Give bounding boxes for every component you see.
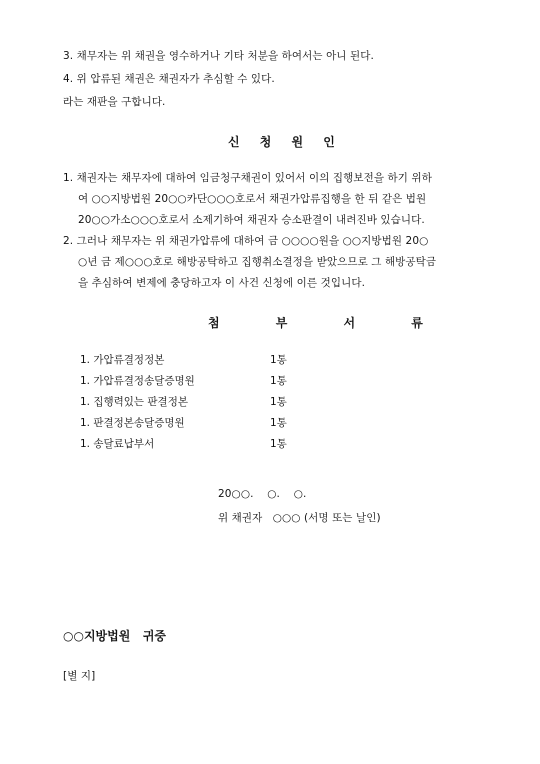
attachment-qty: 1통 bbox=[270, 396, 287, 408]
clause-3: 3. 채무자는 위 채권을 영수하거나 기타 처분을 하여서는 아니 된다. bbox=[63, 50, 374, 62]
court-addressee: ○○지방법원 귀중 bbox=[63, 629, 167, 643]
attachments-heading: 첨 부 서 류 bbox=[208, 316, 449, 330]
attachment-item: 1. 송달료납부서 bbox=[80, 438, 155, 450]
reason-line: ○년 금 제○○○호로 해방공탁하고 집행취소결정을 받았으므로 그 해방공탁금 bbox=[78, 256, 437, 268]
reason-heading: 신 청 원 인 bbox=[228, 135, 343, 149]
attachment-item: 1. 가압류결정정본 bbox=[80, 354, 165, 366]
signer-line: 위 채권자 ○○○ (서명 또는 날인) bbox=[218, 512, 381, 524]
reason-line: 20○○가소○○○호로서 소제기하여 채권자 승소판결이 내려진바 있습니다. bbox=[78, 214, 425, 226]
filing-date: 20○○. ○. ○. bbox=[218, 488, 307, 500]
reason-line: 1. 채권자는 채무자에 대하여 임금청구채권이 있어서 이의 집행보전을 하기 위하 bbox=[63, 172, 432, 184]
attachment-qty: 1통 bbox=[270, 417, 287, 429]
attachment-qty: 1통 bbox=[270, 354, 287, 366]
attachment-item: 1. 판결정본송달증명원 bbox=[80, 417, 185, 429]
reason-line: 을 추심하여 변제에 충당하고자 이 사건 신청에 이른 것입니다. bbox=[78, 277, 366, 289]
annex-label: [별 지] bbox=[63, 670, 96, 682]
clause-4: 4. 위 압류된 채권은 채권자가 추심할 수 있다. bbox=[63, 73, 275, 85]
reason-line: 2. 그러나 채무자는 위 채권가압류에 대하여 금 ○○○○원을 ○○지방법원 20○ bbox=[63, 235, 429, 247]
attachment-item: 1. 가압류결정송달증명원 bbox=[80, 375, 195, 387]
attachment-item: 1. 집행력있는 판결정본 bbox=[80, 396, 188, 408]
reason-line: 여 ○○지방법원 20○○카단○○○호로서 채권가압류집행을 한 뒤 같은 법원 bbox=[78, 193, 427, 205]
attachment-qty: 1통 bbox=[270, 375, 287, 387]
closing-request: 라는 재판을 구합니다. bbox=[63, 96, 166, 108]
attachment-qty: 1통 bbox=[270, 438, 287, 450]
